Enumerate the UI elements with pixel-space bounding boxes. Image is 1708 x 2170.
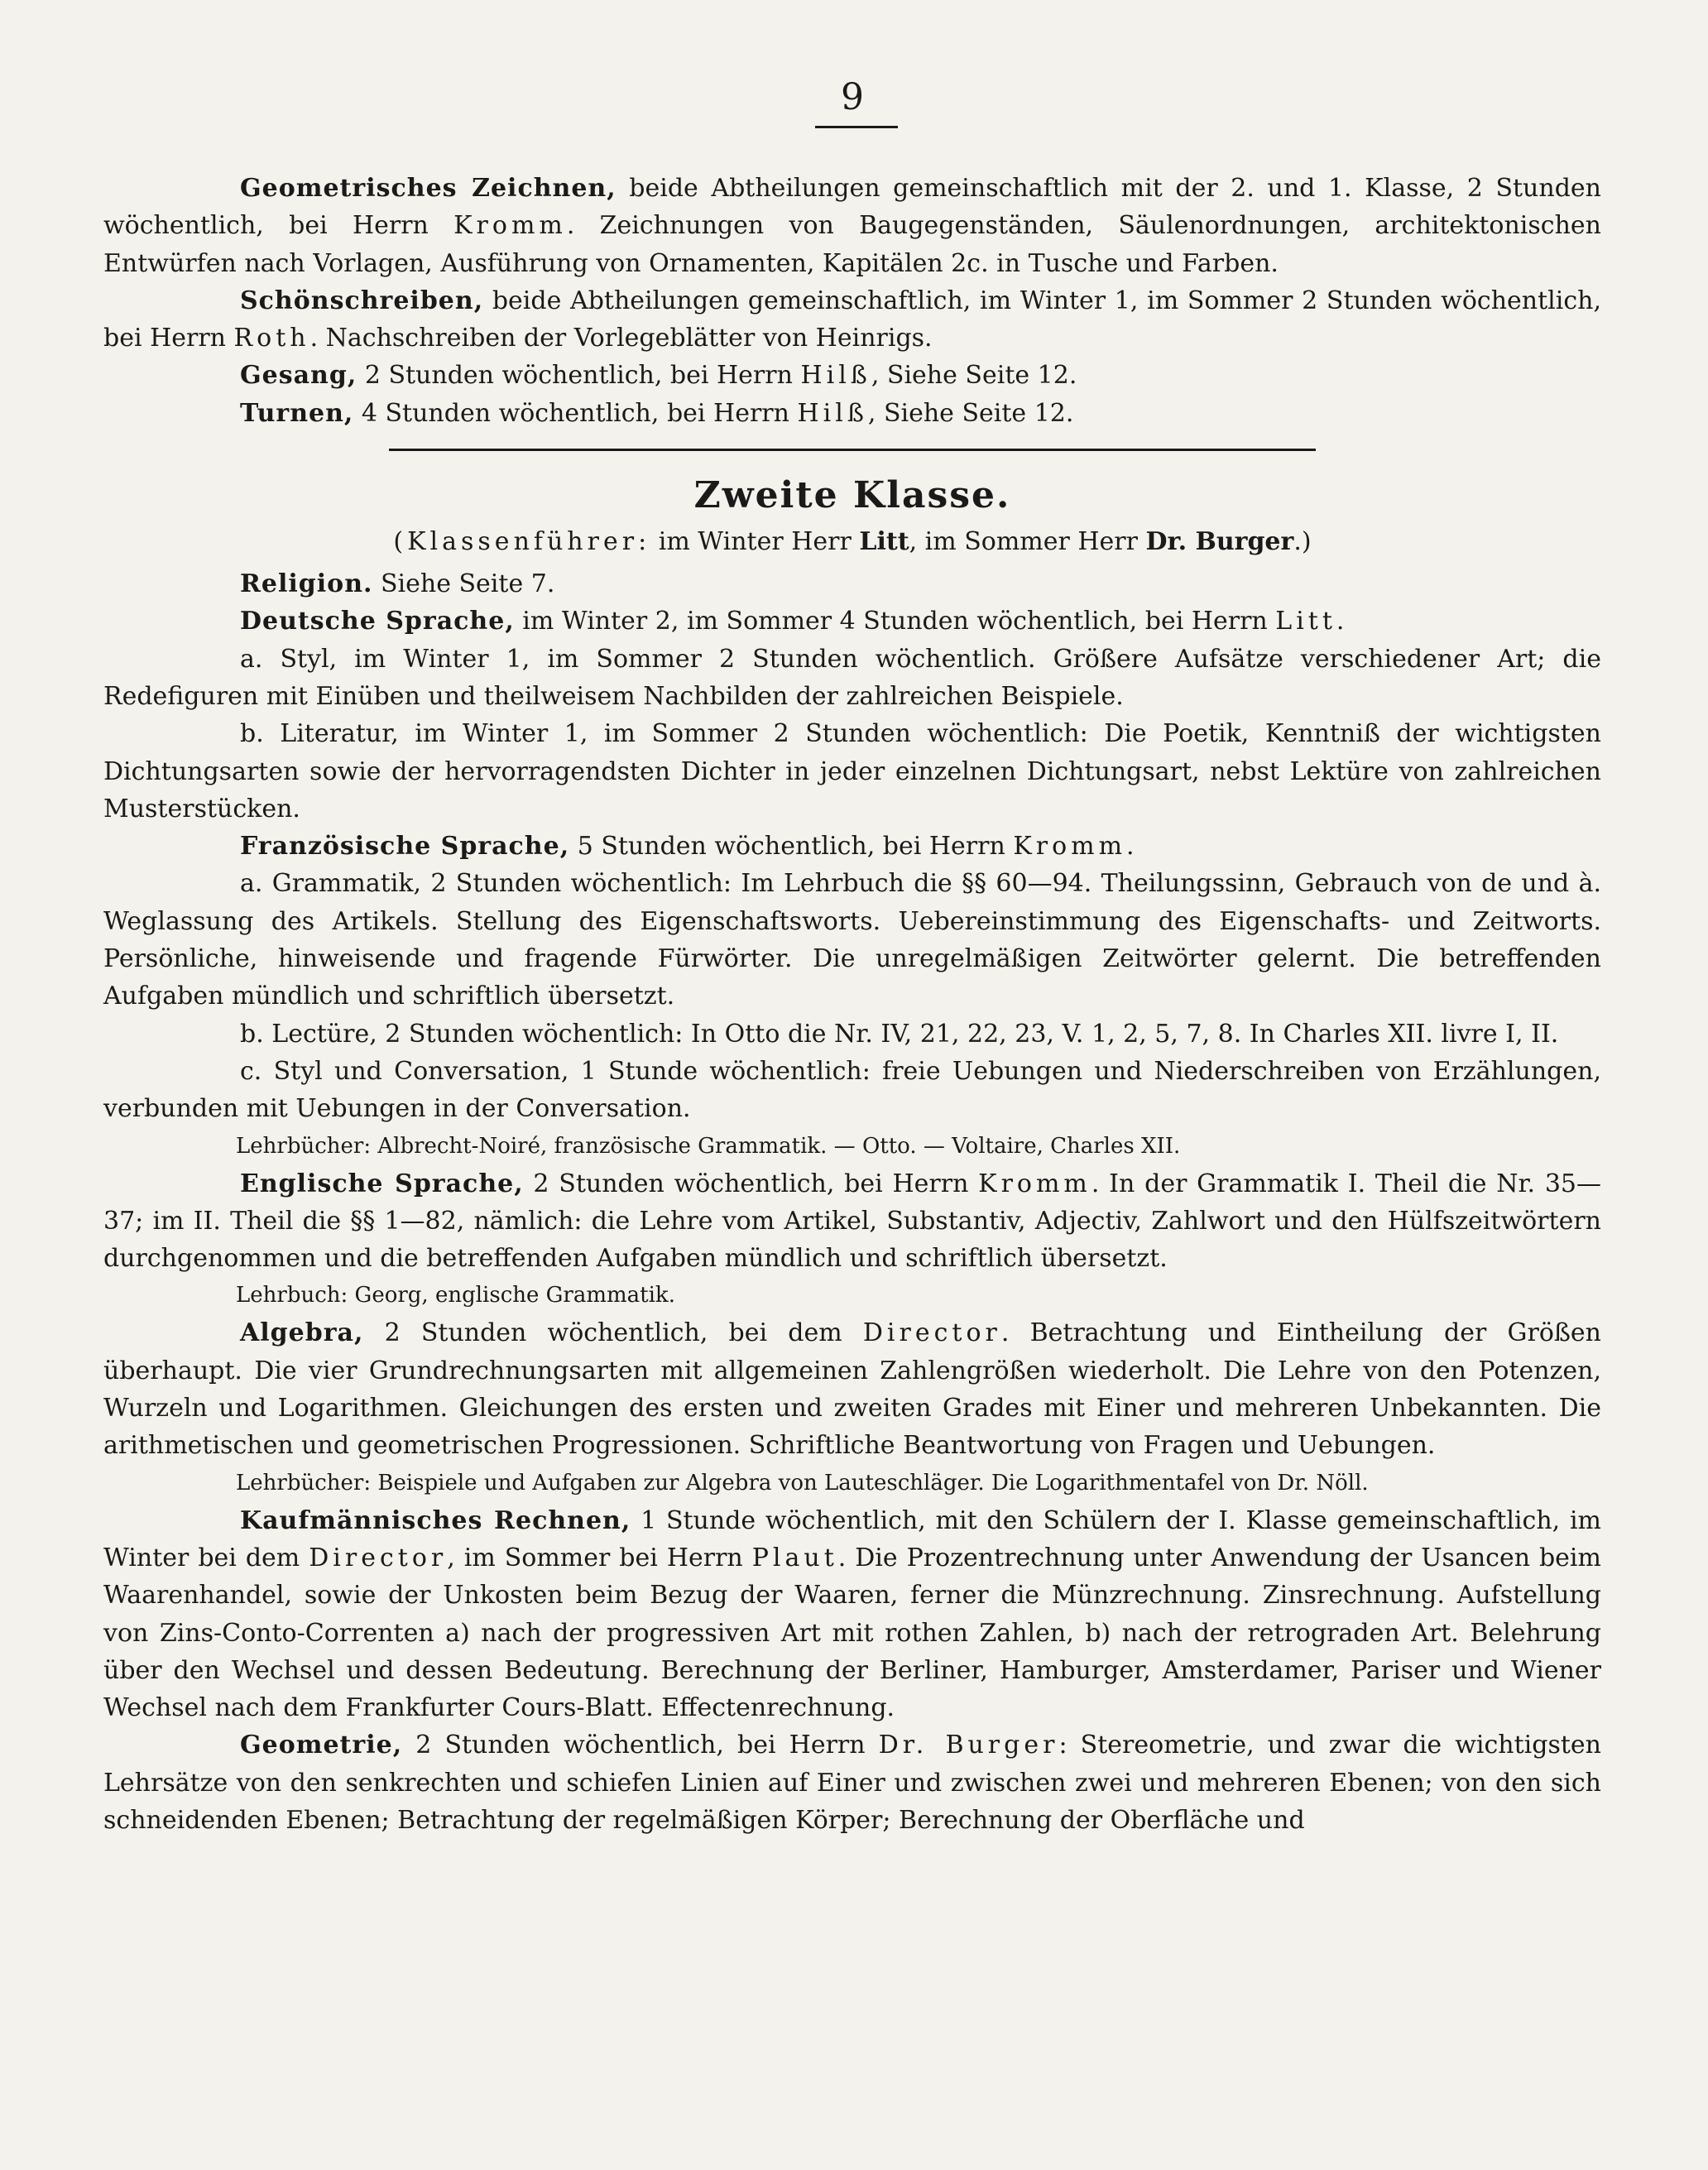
paragraph-text: , Siehe Seite 12. bbox=[867, 398, 1074, 428]
paragraph-kaufmaennisches-rechnen bbox=[103, 1502, 1601, 1727]
teacher-name: Director bbox=[862, 1318, 1001, 1348]
paragraph-franzoesische-sprache bbox=[103, 828, 1601, 865]
subject-heading: Gesang, bbox=[240, 361, 357, 391]
paragraph-text: . bbox=[1336, 607, 1345, 636]
paragraph-text: 1 Stunde wöchentlich, mit den Schülern der I. Klasse gemeinschaftlich, im Winter bei dem bbox=[103, 1505, 1601, 1572]
subject-heading: Algebra, bbox=[240, 1318, 364, 1348]
paragraph-text: 4 Stunden wöchentlich, bei Herrn bbox=[353, 398, 798, 428]
teacher-name: Hilß bbox=[800, 361, 871, 391]
subject-heading: Deutsche Sprache, bbox=[240, 607, 515, 636]
paragraph-franz-c: c. Styl und Conversation, 1 Stunde wöchentlich: freie Uebungen und Niederschreiben von Erzählungen, verbunden mit Uebungen in der Conversation. bbox=[103, 1056, 1601, 1124]
subject-heading: Geometrie, bbox=[240, 1731, 403, 1760]
subject-heading: Französische Sprache, bbox=[240, 832, 570, 862]
teacher-name: Litt bbox=[1275, 607, 1336, 636]
paragraph-text: . Zeichnungen von Baugegenständen, Säulenordnungen, architektonischen Entwürfen nach Vorlagen, Ausführung von Ornamenten, Kapitälen 2c. in Tusche und Farben. bbox=[103, 211, 1601, 278]
teacher-name: Litt bbox=[859, 527, 909, 557]
page-number: 9 bbox=[841, 76, 864, 118]
paragraph-text: , im Sommer bei Herrn bbox=[447, 1543, 752, 1572]
paragraph-text: Siehe Seite 7. bbox=[372, 569, 555, 599]
teacher-name: Dr. Burger bbox=[878, 1731, 1059, 1760]
teacher-name: Director bbox=[309, 1543, 448, 1572]
teacher-name: Hilß bbox=[797, 398, 868, 428]
subject-heading: Geometrisches Zeichnen, bbox=[240, 174, 617, 203]
paragraph-deutsch-b: b. Literatur, im Winter 1, im Sommer 2 Stunden wöchentlich: Die Poetik, Kenntniß der wichtigsten Dichtungsarten sowie der hervorragendsten Dichter in jeder einzelnen Dichtungsart, nebst Lektüre von zahlreichen Musterstücken. bbox=[103, 719, 1601, 823]
paragraph-text: 2 Stunden wöchentlich, bei Herrn bbox=[523, 1169, 979, 1198]
page-body bbox=[103, 170, 1601, 1839]
section-title: Zweite Klasse. bbox=[693, 474, 1011, 517]
teacher-name: Plaut bbox=[751, 1543, 838, 1572]
teacher-name: Kromm bbox=[978, 1169, 1091, 1198]
paragraph-text: . bbox=[1126, 832, 1135, 862]
paragraph-deutsche-sprache bbox=[103, 603, 1601, 640]
paragraph-turnen bbox=[103, 395, 1601, 432]
paragraph-text: 2 Stunden wöchentlich, bei dem bbox=[363, 1318, 863, 1348]
subject-heading: Turnen, bbox=[240, 398, 354, 428]
paragraph-schoenschreiben bbox=[103, 282, 1601, 358]
textbook-reference: Lehrbücher: Albrecht-Noiré, französische Grammatik. — Otto. — Voltaire, Charles XII. bbox=[236, 1133, 1181, 1159]
paragraph-gesang bbox=[103, 357, 1601, 394]
subtitle-text: im Winter Herr bbox=[650, 527, 860, 557]
section-subtitle bbox=[103, 523, 1601, 560]
teacher-name: Dr. Burger bbox=[1145, 527, 1294, 557]
paragraph-text: : Stereometrie, und zwar die wichtigsten Lehrsätze von den senkrechten und schiefen Linien auf Einer und zwischen zwei und mehreren Ebenen; von den sich schneidenden Ebenen; Betrachtung der regelmäßigen Körper; Berechnung der Oberfläche und bbox=[103, 1731, 1601, 1835]
paragraph-religion bbox=[103, 565, 1601, 603]
subtitle-text: , im Sommer Herr bbox=[909, 527, 1146, 557]
subtitle-text: .) bbox=[1293, 527, 1312, 557]
paragraph-text: 2 Stunden wöchentlich, bei Herrn bbox=[357, 361, 801, 391]
paragraph-text: . In der Grammatik I. Theil die Nr. 35—37; im II. Theil die §§ 1—82, nämlich: die Lehre vom Artikel, Substantiv, Adjectiv, Zahlwort und den Hülfszeitwörtern durchgenommen und die betreffenden Aufgaben mündlich und schriftlich übersetzt. bbox=[103, 1169, 1601, 1274]
paragraph-englische-sprache bbox=[103, 1165, 1601, 1278]
paragraph-text: . Nachschreiben der Vorlegeblätter von Heinrigs. bbox=[309, 324, 933, 353]
paragraph-text: . Betrachtung und Eintheilung der Größen überhaupt. Die vier Grundrechnungsarten mit allgemeinen Zahlengrößen wiederholt. Die Lehre von den Potenzen, Wurzeln und Logarithmen. Gleichungen des ersten und zweiten Grades mit Einer und mehreren Unbekannten. Die arithmetischen und geometrischen Progressionen. Schriftliche Beantwortung von Fragen und Uebungen. bbox=[103, 1318, 1601, 1461]
paragraph-deutsch-a: a. Styl, im Winter 1, im Sommer 2 Stunden wöchentlich. Größere Aufsätze verschiedener Art; die Redefiguren mit Einüben und theilweisem Nachbilden der zahlreichen Beispiele. bbox=[103, 644, 1601, 711]
teacher-name: Roth bbox=[233, 324, 310, 353]
class-leader-label: (Klassenführer: bbox=[393, 527, 651, 557]
paragraph-algebra bbox=[103, 1314, 1601, 1464]
subject-heading: Schönschreiben, bbox=[240, 286, 484, 315]
page-number-rule bbox=[815, 126, 898, 128]
paragraph-text: 5 Stunden wöchentlich, bei Herrn bbox=[569, 832, 1014, 862]
teacher-name: Kromm bbox=[453, 211, 567, 241]
subject-heading: Religion. bbox=[240, 569, 373, 599]
paragraph-text: beide Abtheilungen gemeinschaftlich, im Winter 1, im Sommer 2 Stunden wöchentlich, bei Herrn bbox=[103, 286, 1601, 353]
paragraph-geometrie bbox=[103, 1726, 1601, 1839]
subject-heading: Englische Sprache, bbox=[240, 1169, 524, 1198]
paragraph-franz-a: a. Grammatik, 2 Stunden wöchentlich: Im Lehrbuch die §§ 60—94. Theilungssinn, Gebrauch von de und à. Weglassung des Artikels. Stellung des Eigenschaftsworts. Uebereinstimmung des Eigenschafts- und Zeitworts. Persönliche, hinweisende und fragende Fürwörter. Die unregelmäßigen Zeitwörter gelernt. Die betreffenden Aufgaben mündlich und schriftlich übersetzt. bbox=[103, 869, 1601, 1011]
paragraph-text: 2 Stunden wöchentlich, bei Herrn bbox=[402, 1731, 879, 1760]
paragraph-text: beide Abtheilungen gemeinschaftlich mit der 2. und 1. Klasse, 2 Stunden wöchentlich, bei Herrn bbox=[103, 174, 1601, 241]
textbook-reference: Lehrbücher: Beispiele und Aufgaben zur Algebra von Lauteschläger. Die Logarithmentafel von Dr. Nöll. bbox=[236, 1470, 1369, 1495]
textbook-reference: Lehrbuch: Georg, englische Grammatik. bbox=[236, 1283, 675, 1308]
section-divider bbox=[389, 449, 1316, 451]
paragraph-text: im Winter 2, im Sommer 4 Stunden wöchentlich, bei Herrn bbox=[514, 607, 1276, 636]
paragraph-geometrisches-zeichnen bbox=[103, 170, 1601, 282]
paragraph-franz-b: b. Lectüre, 2 Stunden wöchentlich: In Otto die Nr. IV, 21, 22, 23, V. 1, 2, 5, 7, 8. In Charles XII. livre I, II. bbox=[240, 1019, 1559, 1049]
subject-heading: Kaufmännisches Rechnen, bbox=[240, 1505, 631, 1535]
paragraph-text: . Die Prozentrechnung unter Anwendung der Usancen beim Waarenhandel, sowie der Unkosten beim Bezug der Waaren, ferner die Münzrechnung. Zinsrechnung. Aufstellung von Zins-Conto-Correnten a) nach der progressiven Art mit rothen Zahlen, b) nach der retrograden Art. Belehrung über den Wechsel und dessen Bedeutung. Berechnung der Berliner, Hamburger, Amsterdamer, Pariser und Wiener Wechsel nach dem Frankfurter Cours-Blatt. Effectenrechnung. bbox=[103, 1543, 1601, 1723]
paragraph-text: , Siehe Seite 12. bbox=[871, 361, 1077, 391]
teacher-name: Kromm bbox=[1013, 832, 1127, 862]
